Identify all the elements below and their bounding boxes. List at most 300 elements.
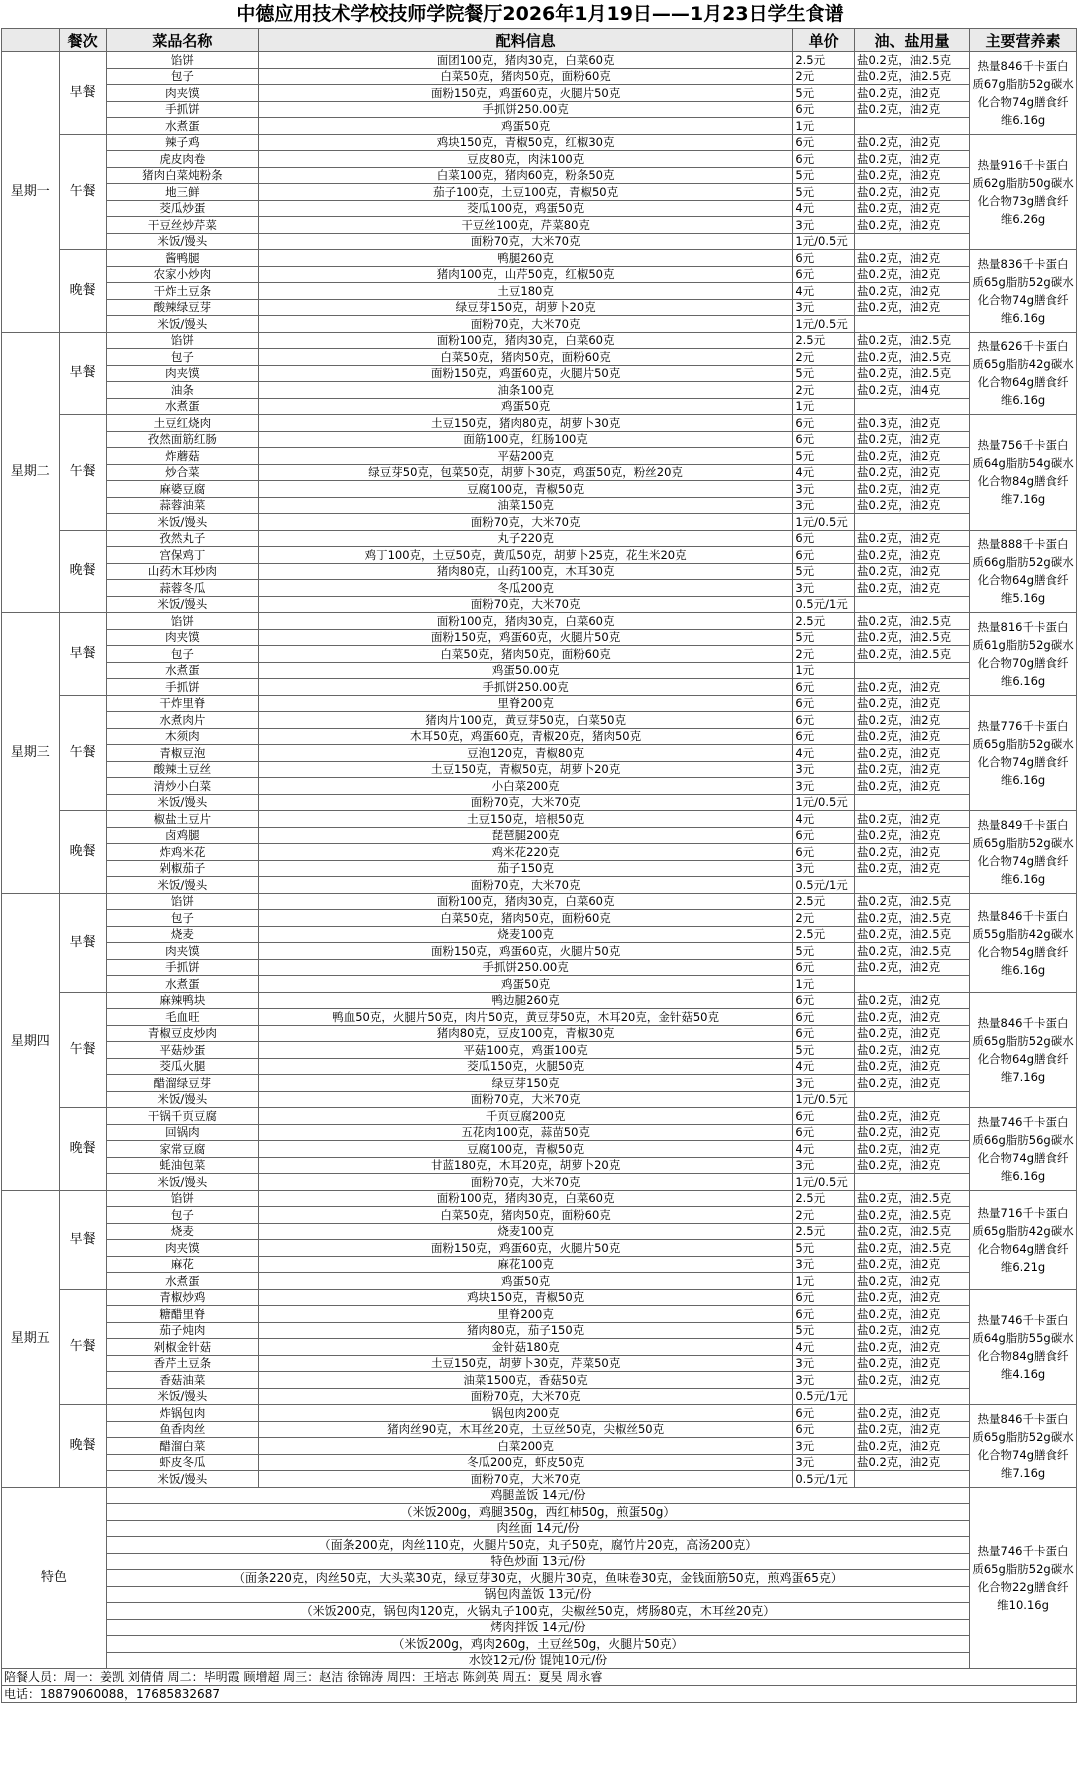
- meal-label: 早餐: [59, 332, 106, 415]
- special-line: 特色炒面 13元/份: [106, 1553, 969, 1570]
- table-row: [2, 266, 1077, 283]
- ingredients: 绿豆芽150克，胡萝卜20克: [258, 299, 792, 316]
- oil-salt: [854, 118, 969, 135]
- ingredients: 鸡块150克，青椒50克: [258, 1289, 792, 1306]
- oil-salt: 盐0.2克，油2克: [854, 217, 969, 234]
- price: 1元: [793, 976, 855, 993]
- ingredients: 鸡蛋50克: [258, 1273, 792, 1290]
- oil-salt: 盐0.2克，油2克: [854, 563, 969, 580]
- day-label: 星期四: [2, 893, 60, 1190]
- dish-name: 米饭/馒头: [106, 316, 258, 333]
- table-row: [2, 943, 1077, 960]
- ingredients: 油菜150克: [258, 497, 792, 514]
- ingredients: 千页豆腐200克: [258, 1108, 792, 1125]
- special-line: （米饭200g，鸡腿350g，西红柿50g，煎蛋50g）: [106, 1504, 969, 1521]
- dish-name: 家常豆腐: [106, 1141, 258, 1158]
- header-row: [2, 29, 1077, 52]
- dish-name: 米饭/馒头: [106, 1091, 258, 1108]
- dish-name: 米饭/馒头: [106, 794, 258, 811]
- oil-salt: [854, 316, 969, 333]
- special-line: （面条220克，肉丝50克，大头菜30克，绿豆芽30克，火腿片30克，鱼味卷30克，金钱面筋50克，煎鸡蛋65克）: [106, 1570, 969, 1587]
- dish-name: 肉夹馍: [106, 629, 258, 646]
- oil-salt: [854, 976, 969, 993]
- dish-name: 水煮蛋: [106, 398, 258, 415]
- oil-salt: 盐0.2克，油2.5克: [854, 1223, 969, 1240]
- oil-salt: [854, 1091, 969, 1108]
- ingredients: 木耳50克，鸡蛋60克，青椒20克，猪肉50克: [258, 728, 792, 745]
- table-row: [2, 217, 1077, 234]
- table-row: [2, 316, 1077, 333]
- table-row: [2, 497, 1077, 514]
- table-row: [2, 959, 1077, 976]
- dish-name: 酸辣土豆丝: [106, 761, 258, 778]
- price: 4元: [793, 811, 855, 828]
- ingredients: 猪肉80克，山药100克，木耳30克: [258, 563, 792, 580]
- table-row: [2, 1471, 1077, 1488]
- ingredients: 里脊200克: [258, 695, 792, 712]
- menu-table: [1, 28, 1077, 1703]
- price: 6元: [793, 547, 855, 564]
- header-price: 单价: [793, 29, 855, 52]
- dish-name: 麻辣鸭块: [106, 992, 258, 1009]
- nutrition-info: 热量756千卡蛋白质64g脂肪54g碳水化合物84g膳食纤维7.16g: [970, 415, 1077, 531]
- price: 0.5元/1元: [793, 596, 855, 613]
- ingredients: 茭瓜100克，鸡蛋50克: [258, 200, 792, 217]
- footer-row: [2, 1669, 1077, 1686]
- dish-name: 馅饼: [106, 1190, 258, 1207]
- dish-name: 麻婆豆腐: [106, 481, 258, 498]
- price: 6元: [793, 151, 855, 168]
- ingredients: 豆腐100克，青椒50克: [258, 1141, 792, 1158]
- ingredients: 猪肉丝90克，木耳丝20克，土豆丝50克，尖椒丝50克: [258, 1421, 792, 1438]
- special-line: （面条200克，肉丝110克，火腿片50克，丸子50克，腐竹片20克，高汤200克）: [106, 1537, 969, 1554]
- table-row: [2, 910, 1077, 927]
- dish-name: 水煮肉片: [106, 712, 258, 729]
- meal-label: 晚餐: [59, 250, 106, 333]
- oil-salt: 盐0.2克，油2克: [854, 860, 969, 877]
- nutrition-info: 热量916千卡蛋白质62g脂肪50g碳水化合物73g膳食纤维6.26g: [970, 134, 1077, 250]
- dish-name: 蚝油包菜: [106, 1157, 258, 1174]
- oil-salt: 盐0.2克，油2克: [854, 266, 969, 283]
- price: 6元: [793, 679, 855, 696]
- oil-salt: 盐0.2克，油2克: [854, 1009, 969, 1026]
- dish-name: 烧麦: [106, 1223, 258, 1240]
- ingredients: 冬瓜200克，虾皮50克: [258, 1454, 792, 1471]
- ingredients: 甘蓝180克，木耳20克，胡萝卜20克: [258, 1157, 792, 1174]
- table-row: [2, 448, 1077, 465]
- ingredients: 面粉100克，猪肉30克，白菜60克: [258, 893, 792, 910]
- dish-name: 麻花: [106, 1256, 258, 1273]
- table-row: [2, 200, 1077, 217]
- table-row: [2, 250, 1077, 267]
- table-row: [2, 233, 1077, 250]
- dish-name: 肉夹馍: [106, 365, 258, 382]
- ingredients: 豆泡120克，青椒80克: [258, 745, 792, 762]
- ingredients: 平菇200克: [258, 448, 792, 465]
- oil-salt: 盐0.2克，油2克: [854, 695, 969, 712]
- ingredients: 白菜100克，猪肉60克，粉条50克: [258, 167, 792, 184]
- dish-name: 手抓饼: [106, 679, 258, 696]
- dish-name: 醋溜绿豆芽: [106, 1075, 258, 1092]
- oil-salt: [854, 794, 969, 811]
- dish-name: 米饭/馒头: [106, 877, 258, 894]
- price: 3元: [793, 778, 855, 795]
- table-row: [2, 1322, 1077, 1339]
- dish-name: 毛血旺: [106, 1009, 258, 1026]
- oil-salt: 盐0.2克，油2.5克: [854, 1190, 969, 1207]
- special-row: [2, 1520, 1077, 1537]
- dish-name: 馅饼: [106, 332, 258, 349]
- table-row: [2, 976, 1077, 993]
- table-row: [2, 1405, 1077, 1422]
- meal-label: 午餐: [59, 415, 106, 531]
- table-row: [2, 464, 1077, 481]
- price: 1元/0.5元: [793, 794, 855, 811]
- dish-name: 炸蘑菇: [106, 448, 258, 465]
- dish-name: 茄子炖肉: [106, 1322, 258, 1339]
- nutrition-info: 热量888千卡蛋白质66g脂肪52g碳水化合物64g膳食纤维5.16g: [970, 530, 1077, 613]
- nutrition-info: 热量746千卡蛋白质64g脂肪55g碳水化合物84g膳食纤维4.16g: [970, 1289, 1077, 1405]
- ingredients: 丸子220克: [258, 530, 792, 547]
- nutrition-info: 热量846千卡蛋白质65g脂肪52g碳水化合物64g膳食纤维7.16g: [970, 992, 1077, 1108]
- oil-salt: 盐0.2克，油2克: [854, 1124, 969, 1141]
- price: 6元: [793, 1405, 855, 1422]
- dish-name: 米饭/馒头: [106, 1388, 258, 1405]
- oil-salt: 盐0.2克，油2克: [854, 679, 969, 696]
- price: 6元: [793, 1009, 855, 1026]
- price: 5元: [793, 448, 855, 465]
- ingredients: 手抓饼250.00克: [258, 101, 792, 118]
- table-row: [2, 1108, 1077, 1125]
- meal-label: 早餐: [59, 613, 106, 696]
- special-row: [2, 1619, 1077, 1636]
- meal-label: 晚餐: [59, 1405, 106, 1488]
- oil-salt: 盐0.2克，油2克: [854, 1075, 969, 1092]
- price: 6元: [793, 959, 855, 976]
- table-row: [2, 1223, 1077, 1240]
- price: 5元: [793, 943, 855, 960]
- table-row: [2, 1339, 1077, 1356]
- ingredients: 面粉70克，大米70克: [258, 1091, 792, 1108]
- oil-salt: 盐0.2克，油2克: [854, 844, 969, 861]
- special-label: 特色: [2, 1487, 107, 1669]
- price: 6元: [793, 431, 855, 448]
- ingredients: 烧麦100克: [258, 1223, 792, 1240]
- ingredients: 鸡丁100克，土豆50克，黄瓜50克，胡萝卜25克，花生米20克: [258, 547, 792, 564]
- day-label: 星期三: [2, 613, 60, 894]
- oil-salt: [854, 1471, 969, 1488]
- price: 6元: [793, 1306, 855, 1323]
- table-row: [2, 695, 1077, 712]
- table-row: [2, 1025, 1077, 1042]
- meal-label: 午餐: [59, 992, 106, 1108]
- oil-salt: 盐0.2克，油2克: [854, 1438, 969, 1455]
- price: 5元: [793, 629, 855, 646]
- ingredients: 小白菜200克: [258, 778, 792, 795]
- ingredients: 锅包肉200克: [258, 1405, 792, 1422]
- table-row: [2, 646, 1077, 663]
- meal-label: 午餐: [59, 1289, 106, 1405]
- dish-name: 米饭/馒头: [106, 596, 258, 613]
- oil-salt: 盐0.2克，油2克: [854, 1157, 969, 1174]
- oil-salt: 盐0.2克，油2克: [854, 811, 969, 828]
- ingredients: 面粉70克，大米70克: [258, 877, 792, 894]
- oil-salt: 盐0.2克，油2克: [854, 481, 969, 498]
- oil-salt: 盐0.2克，油2克: [854, 184, 969, 201]
- price: 3元: [793, 580, 855, 597]
- dish-name: 水煮蛋: [106, 1273, 258, 1290]
- price: 4元: [793, 1339, 855, 1356]
- special-line: 鸡腿盖饭 14元/份: [106, 1487, 969, 1504]
- meal-label: 早餐: [59, 893, 106, 992]
- ingredients: 白菜50克，猪肉50克，面粉60克: [258, 646, 792, 663]
- price: 4元: [793, 200, 855, 217]
- price: 3元: [793, 1075, 855, 1092]
- oil-salt: 盐0.2克，油2克: [854, 431, 969, 448]
- dish-name: 平菇炒蛋: [106, 1042, 258, 1059]
- dish-name: 青椒豆泡: [106, 745, 258, 762]
- ingredients: 鸡蛋50克: [258, 118, 792, 135]
- table-row: [2, 1289, 1077, 1306]
- oil-salt: 盐0.2克，油2克: [854, 959, 969, 976]
- special-row: [2, 1537, 1077, 1554]
- ingredients: 白菜50克，猪肉50克，面粉60克: [258, 68, 792, 85]
- dish-name: 包子: [106, 68, 258, 85]
- dish-name: 孜然丸子: [106, 530, 258, 547]
- ingredients: 面粉150克，鸡蛋60克，火腿片50克: [258, 85, 792, 102]
- ingredients: 猪肉100克，山芹50克，红椒50克: [258, 266, 792, 283]
- dish-name: 水煮蛋: [106, 976, 258, 993]
- dish-name: 米饭/馒头: [106, 1174, 258, 1191]
- dish-name: 香菇油菜: [106, 1372, 258, 1389]
- oil-salt: 盐0.2克，油2克: [854, 712, 969, 729]
- phone-text: 电话：18879060088，17685832687: [2, 1686, 1077, 1703]
- price: 4元: [793, 1058, 855, 1075]
- oil-salt: 盐0.2克，油2克: [854, 1108, 969, 1125]
- oil-salt: [854, 877, 969, 894]
- price: 5元: [793, 167, 855, 184]
- oil-salt: 盐0.2克，油2.5克: [854, 349, 969, 366]
- dish-name: 包子: [106, 1207, 258, 1224]
- oil-salt: 盐0.2克，油2.5克: [854, 943, 969, 960]
- table-row: [2, 811, 1077, 828]
- oil-salt: 盐0.2克，油2克: [854, 1025, 969, 1042]
- ingredients: 面粉70克，大米70克: [258, 1471, 792, 1488]
- ingredients: 手抓饼250.00克: [258, 959, 792, 976]
- ingredients: 面粉150克，鸡蛋60克，火腿片50克: [258, 943, 792, 960]
- dish-name: 炸鸡米花: [106, 844, 258, 861]
- table-row: [2, 761, 1077, 778]
- table-row: [2, 332, 1077, 349]
- oil-salt: 盐0.3克，油2克: [854, 415, 969, 432]
- price: 2元: [793, 68, 855, 85]
- header-nutrition: 主要营养素: [970, 29, 1077, 52]
- price: 2.5元: [793, 52, 855, 69]
- ingredients: 面粉100克，猪肉30克，白菜60克: [258, 613, 792, 630]
- table-row: [2, 1009, 1077, 1026]
- oil-salt: 盐0.2克，油2克: [854, 448, 969, 465]
- oil-salt: 盐0.2克，油2克: [854, 1058, 969, 1075]
- price: 1元: [793, 398, 855, 415]
- oil-salt: 盐0.2克，油2克: [854, 167, 969, 184]
- table-row: [2, 1058, 1077, 1075]
- price: 4元: [793, 464, 855, 481]
- table-row: [2, 118, 1077, 135]
- ingredients: 面粉70克，大米70克: [258, 1174, 792, 1191]
- ingredients: 手抓饼250.00克: [258, 679, 792, 696]
- oil-salt: 盐0.2克，油2克: [854, 1405, 969, 1422]
- dish-name: 水煮蛋: [106, 662, 258, 679]
- table-row: [2, 1207, 1077, 1224]
- table-row: [2, 926, 1077, 943]
- oil-salt: 盐0.2克，油2克: [854, 1256, 969, 1273]
- table-row: [2, 1454, 1077, 1471]
- oil-salt: 盐0.2克，油2.5克: [854, 365, 969, 382]
- dish-name: 肉夹馍: [106, 85, 258, 102]
- meal-label: 晚餐: [59, 1108, 106, 1191]
- price: 1元: [793, 1273, 855, 1290]
- ingredients: 土豆150克，青椒50克，胡萝卜20克: [258, 761, 792, 778]
- dish-name: 清炒小白菜: [106, 778, 258, 795]
- oil-salt: 盐0.2克，油2克: [854, 1421, 969, 1438]
- dish-name: 茭瓜火腿: [106, 1058, 258, 1075]
- oil-salt: 盐0.2克，油2.5克: [854, 613, 969, 630]
- price: 2元: [793, 646, 855, 663]
- oil-salt: 盐0.2克，油2克: [854, 761, 969, 778]
- ingredients: 平菇100克，鸡蛋100克: [258, 1042, 792, 1059]
- table-row: [2, 1240, 1077, 1257]
- oil-salt: [854, 596, 969, 613]
- table-row: [2, 514, 1077, 531]
- oil-salt: 盐0.2克，油2克: [854, 728, 969, 745]
- header-meal: 餐次: [59, 29, 106, 52]
- meal-label: 晚餐: [59, 811, 106, 894]
- dish-name: 烧麦: [106, 926, 258, 943]
- oil-salt: 盐0.2克，油2克: [854, 85, 969, 102]
- ingredients: 鸡蛋50克: [258, 398, 792, 415]
- nutrition-info: 热量776千卡蛋白质65g脂肪52g碳水化合物74g膳食纤维6.16g: [970, 695, 1077, 811]
- price: 1元: [793, 118, 855, 135]
- dish-name: 孜然面筋红肠: [106, 431, 258, 448]
- price: 6元: [793, 1025, 855, 1042]
- special-row: [2, 1504, 1077, 1521]
- table-row: [2, 1306, 1077, 1323]
- dish-name: 虎皮肉卷: [106, 151, 258, 168]
- dish-name: 干炸土豆条: [106, 283, 258, 300]
- table-row: [2, 1190, 1077, 1207]
- oil-salt: [854, 398, 969, 415]
- price: 3元: [793, 497, 855, 514]
- table-row: [2, 134, 1077, 151]
- meal-label: 早餐: [59, 1190, 106, 1289]
- oil-salt: 盐0.2克，油2.5克: [854, 646, 969, 663]
- dish-name: 肉夹馍: [106, 943, 258, 960]
- table-row: [2, 728, 1077, 745]
- price: 6元: [793, 695, 855, 712]
- dish-name: 醋溜白菜: [106, 1438, 258, 1455]
- footer-row: [2, 1686, 1077, 1703]
- price: 6元: [793, 134, 855, 151]
- nutrition-info: 热量836千卡蛋白质65g脂肪52g碳水化合物74g膳食纤维6.16g: [970, 250, 1077, 333]
- oil-salt: 盐0.2克，油2克: [854, 1339, 969, 1356]
- price: 3元: [793, 1454, 855, 1471]
- table-row: [2, 365, 1077, 382]
- price: 3元: [793, 761, 855, 778]
- ingredients: 面粉70克，大米70克: [258, 316, 792, 333]
- ingredients: 琵琶腿200克: [258, 827, 792, 844]
- price: 6元: [793, 530, 855, 547]
- special-line: 肉丝面 14元/份: [106, 1520, 969, 1537]
- price: 1元/0.5元: [793, 233, 855, 250]
- price: 1元: [793, 662, 855, 679]
- oil-salt: 盐0.2克，油2克: [854, 101, 969, 118]
- oil-salt: 盐0.2克，油2克: [854, 283, 969, 300]
- dish-name: 米饭/馒头: [106, 1471, 258, 1488]
- price: 0.5元/1元: [793, 1388, 855, 1405]
- table-row: [2, 778, 1077, 795]
- price: 2元: [793, 1207, 855, 1224]
- price: 6元: [793, 250, 855, 267]
- price: 5元: [793, 85, 855, 102]
- oil-salt: 盐0.2克，油2克: [854, 200, 969, 217]
- header-dish: 菜品名称: [106, 29, 258, 52]
- oil-salt: 盐0.2克，油2克: [854, 778, 969, 795]
- footer: [2, 1669, 1077, 1703]
- table-row: [2, 85, 1077, 102]
- dish-name: 肉夹馍: [106, 1240, 258, 1257]
- dish-name: 青椒豆皮炒肉: [106, 1025, 258, 1042]
- dish-name: 馅饼: [106, 52, 258, 69]
- dish-name: 猪肉白菜炖粉条: [106, 167, 258, 184]
- oil-salt: 盐0.2克，油2克: [854, 992, 969, 1009]
- nutrition-info: 热量816千卡蛋白质61g脂肪52g碳水化合物70g膳食纤维6.16g: [970, 613, 1077, 696]
- table-row: [2, 415, 1077, 432]
- meal-label: 午餐: [59, 695, 106, 811]
- oil-salt: 盐0.2克，油2.5克: [854, 926, 969, 943]
- ingredients: 豆皮80克，肉沫100克: [258, 151, 792, 168]
- price: 6元: [793, 415, 855, 432]
- dish-name: 辣子鸡: [106, 134, 258, 151]
- table-row: [2, 827, 1077, 844]
- dish-name: 炒合菜: [106, 464, 258, 481]
- oil-salt: 盐0.2克，油2克: [854, 745, 969, 762]
- table-row: [2, 167, 1077, 184]
- price: 1元/0.5元: [793, 316, 855, 333]
- table-row: [2, 1273, 1077, 1290]
- ingredients: 油条100克: [258, 382, 792, 399]
- price: 3元: [793, 1157, 855, 1174]
- price: 6元: [793, 1108, 855, 1125]
- dish-name: 米饭/馒头: [106, 514, 258, 531]
- dish-name: 青椒炒鸡: [106, 1289, 258, 1306]
- oil-salt: 盐0.2克，油2.5克: [854, 332, 969, 349]
- ingredients: 五花肉100克，蒜苗50克: [258, 1124, 792, 1141]
- table-row: [2, 712, 1077, 729]
- price: 3元: [793, 860, 855, 877]
- special-row: [2, 1652, 1077, 1669]
- table-row: [2, 662, 1077, 679]
- table-row: [2, 1091, 1077, 1108]
- ingredients: 烧麦100克: [258, 926, 792, 943]
- price: 2.5元: [793, 613, 855, 630]
- dish-name: 农家小炒肉: [106, 266, 258, 283]
- table-row: [2, 151, 1077, 168]
- table-row: [2, 530, 1077, 547]
- price: 2元: [793, 910, 855, 927]
- table-row: [2, 398, 1077, 415]
- oil-salt: [854, 514, 969, 531]
- table-row: [2, 1355, 1077, 1372]
